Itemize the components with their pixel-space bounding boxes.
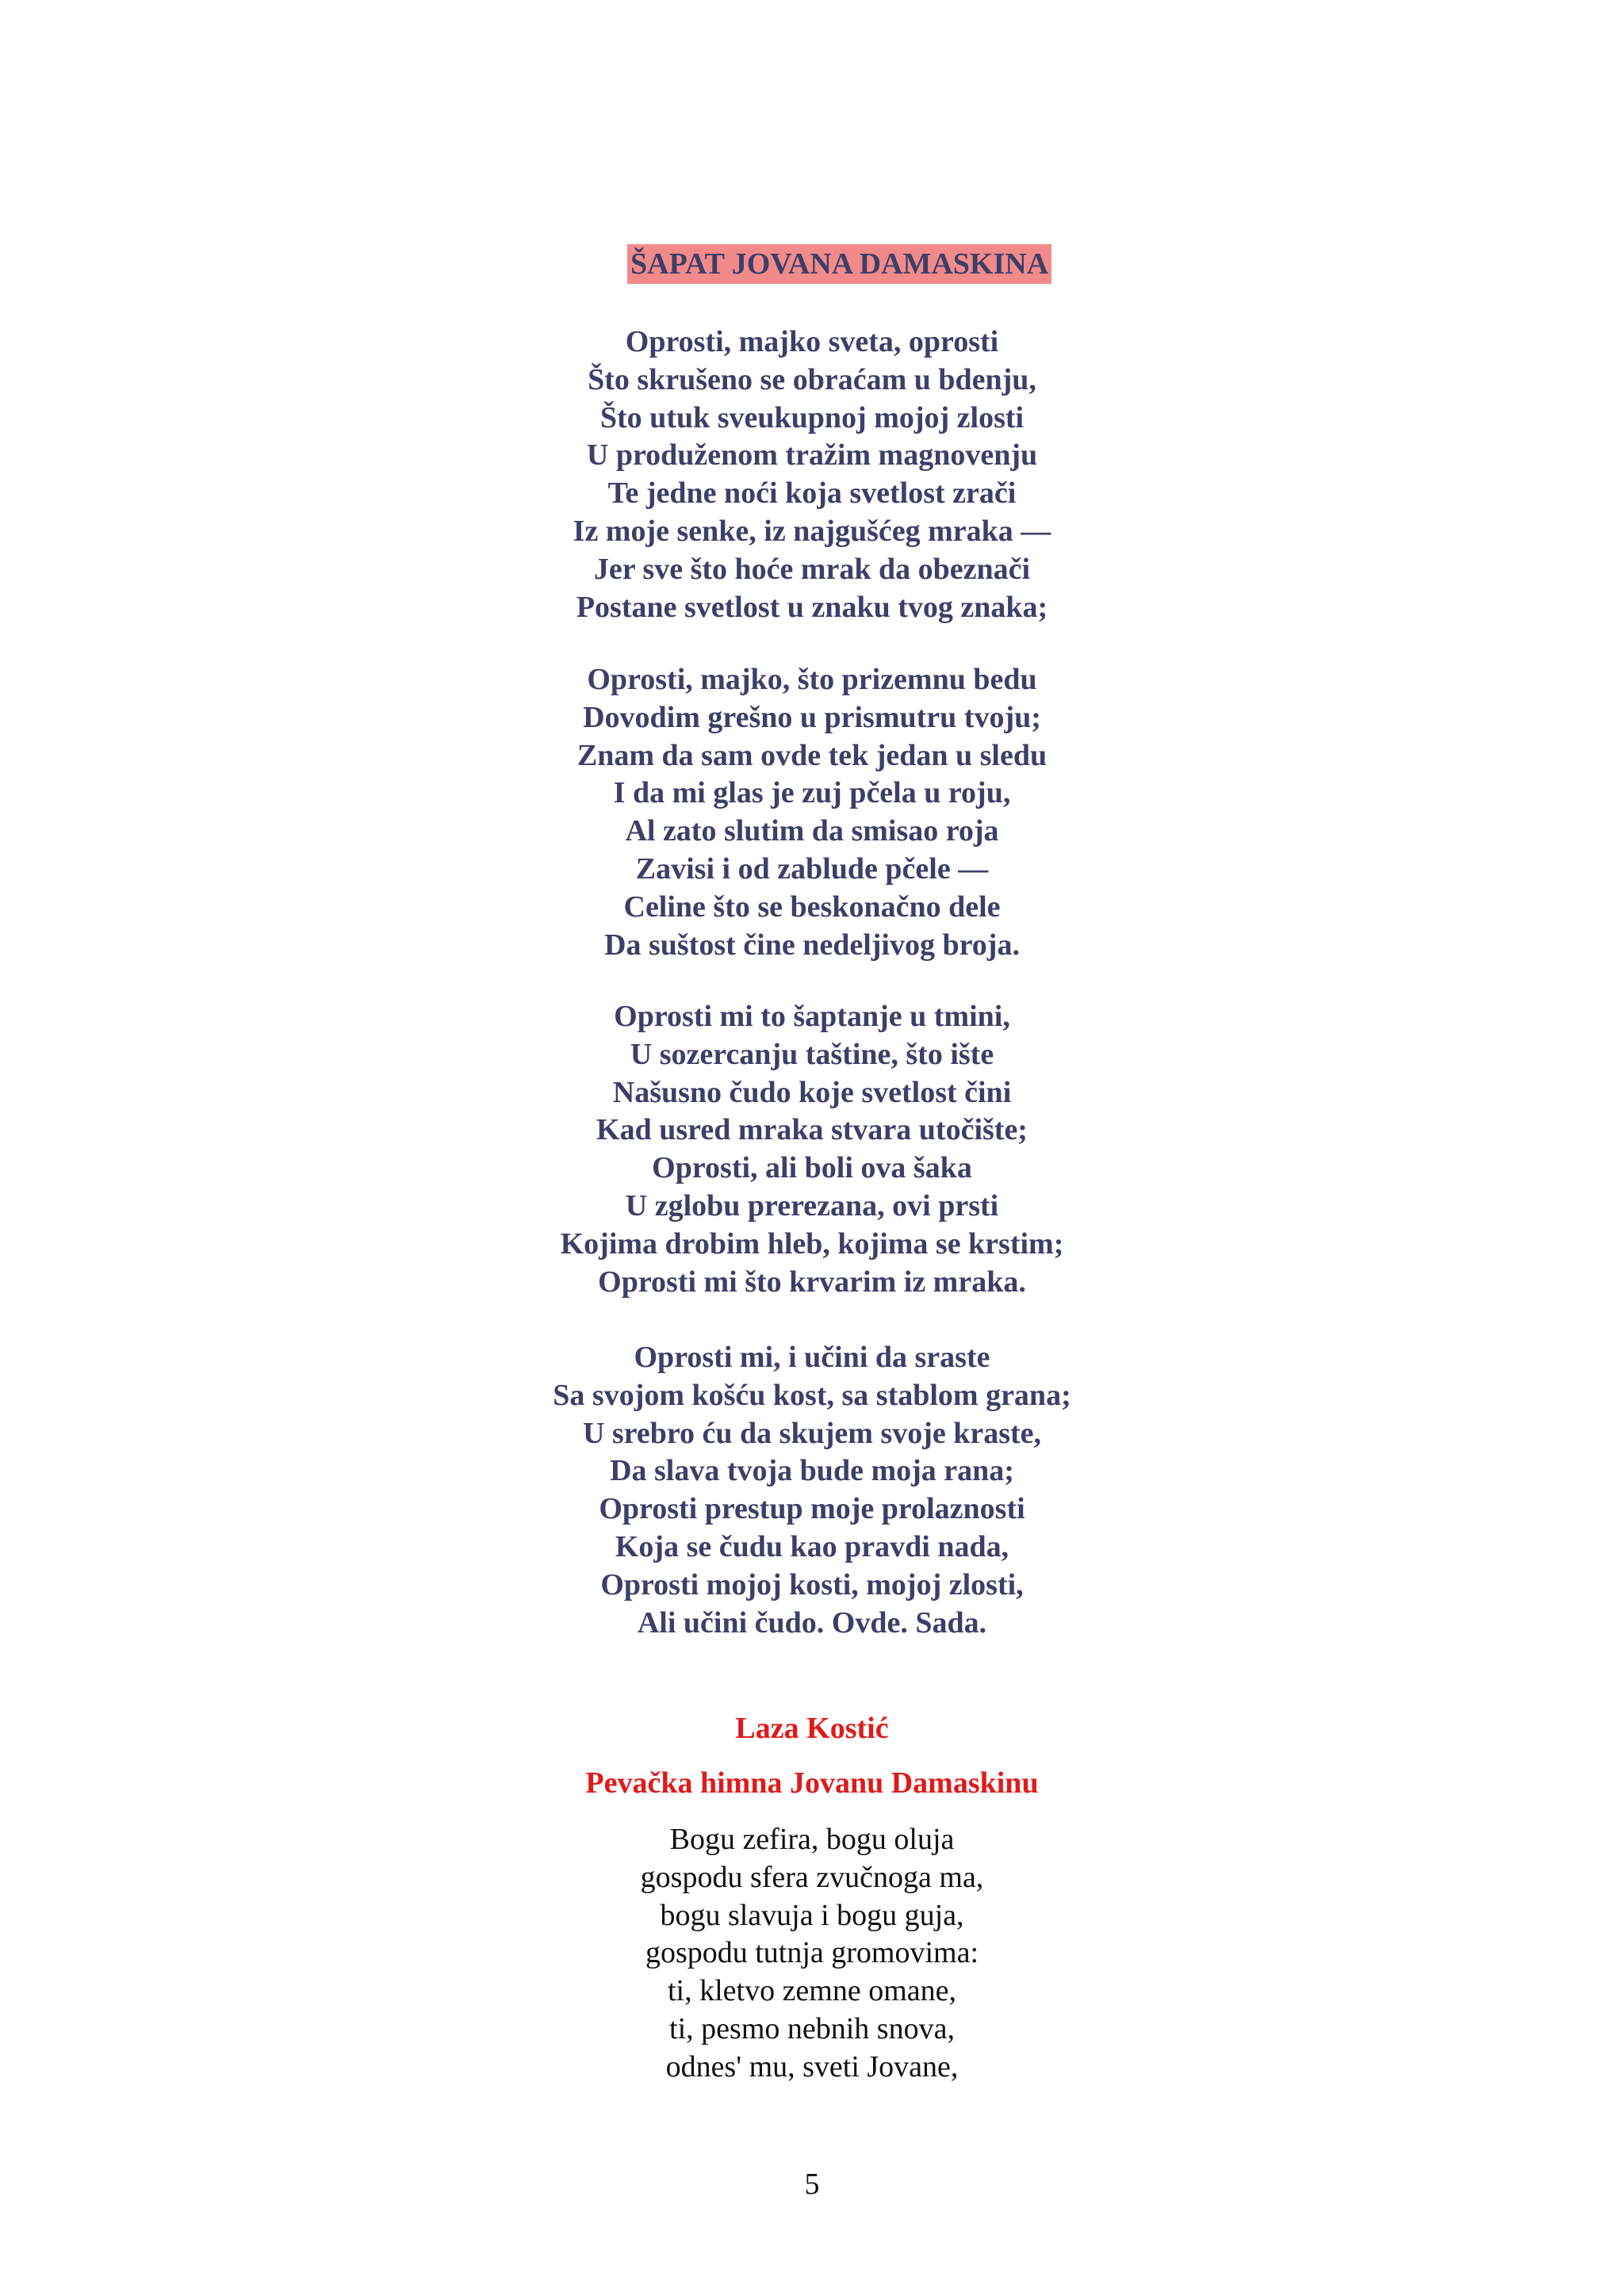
poem-line: Oprosti prestup moje prolaznosti xyxy=(599,1492,1025,1526)
author-name: Laza Kostić xyxy=(735,1712,889,1745)
poem-title: ŠAPAT JOVANA DAMASKINA xyxy=(627,244,1051,284)
poem-line: Znam da sam ovde tek jedan u sledu xyxy=(576,738,1048,772)
poem-line: Koja se čudu kao pravdi nada, xyxy=(615,1529,1009,1563)
poem-line: Oprosti mi, i učini da sraste xyxy=(634,1341,990,1374)
poem-line: Te jedne noći koja svetlost zrači xyxy=(607,476,1017,511)
poem-line: Jer sve što hoće mrak da obeznači xyxy=(593,552,1031,586)
poem-line: Što utuk sveukupnoj mojoj zlosti xyxy=(599,400,1025,434)
poem-line: Oprosti mi što krvarim iz mraka. xyxy=(598,1265,1026,1299)
hymn-line: ti, kletvo zemne omane, xyxy=(667,1974,957,2008)
hymn-line: gospodu sfera zvučnoga ma, xyxy=(640,1860,984,1894)
poem-line: Zavisi i od zablude pčele — xyxy=(635,851,989,886)
poem-line: Našusno čudo koje svetlost čini xyxy=(612,1075,1012,1109)
hymn-line: Bogu zefira, bogu oluja xyxy=(669,1823,955,1856)
poem-line: Dovodim grešno u prismutru tvoju; xyxy=(583,700,1041,734)
hymn-line: ti, pesmo nebnih snova, xyxy=(669,2011,955,2045)
poem-line: U srebro ću da skujem svoje kraste, xyxy=(582,1416,1042,1450)
hymn-line: gospodu tutnja gromovima: xyxy=(645,1936,979,1970)
page-number: 5 xyxy=(804,2168,820,2201)
poem-line: Da suštost čine nedeljivog broja. xyxy=(604,928,1020,962)
poem-line: I da mi glas je zuj pčela u roju, xyxy=(613,776,1011,810)
poem-line: Kad usred mraka stvara utočište; xyxy=(596,1113,1028,1147)
poem-line: Kojima drobim hleb, kojima se krstim; xyxy=(560,1226,1064,1261)
poem-line: Sa svojom košću kost, sa stablom grana; xyxy=(553,1378,1071,1412)
poem-line: U zglobu prerezana, ovi prsti xyxy=(625,1188,999,1223)
hymn-text xyxy=(0,1821,1624,2087)
poem-line: Oprosti, ali boli ova šaka xyxy=(652,1151,972,1185)
stanza-2 xyxy=(0,661,1624,964)
poem-line: Da slava tvoja bude moja rana; xyxy=(610,1454,1014,1488)
poem-line: Oprosti mi to šaptanje u tmini, xyxy=(614,1000,1010,1033)
hymn-line: bogu slavuja i bogu guja, xyxy=(660,1898,964,1932)
poem-line: Postane svetlost u znaku tvog znaka; xyxy=(576,590,1048,624)
poem-line: Celine što se beskonačno dele xyxy=(623,890,1001,924)
poem-line: Ali učini čudo. Ovde. Sada. xyxy=(637,1605,987,1640)
stanza-1 xyxy=(0,323,1624,626)
hymn-line: odnes' mu, sveti Jovane, xyxy=(665,2049,959,2084)
poem-line: Oprosti mojoj kosti, mojoj zlosti, xyxy=(600,1567,1024,1601)
poem-line: U sozercanju taštine, što išt​e xyxy=(630,1037,994,1071)
poem-line: Što skrušeno se obraćam u bdenju, xyxy=(588,362,1036,396)
poem-line: U produženom tražim magnovenju xyxy=(586,438,1038,473)
poem-line: Oprosti, majko sveta, oprosti xyxy=(625,325,999,358)
poem-line: Al zato slutim da smisao roja xyxy=(625,814,999,848)
poem-line: Iz moje senke, iz najgušćeg mraka — xyxy=(573,514,1051,548)
stanza-4 xyxy=(0,1339,1624,1642)
stanza-3 xyxy=(0,998,1624,1301)
poem-line: Oprosti, majko, što prizemnu bedu xyxy=(587,663,1037,696)
hymn-title: Pevačka himna Jovanu Damaskinu xyxy=(585,1766,1039,1800)
